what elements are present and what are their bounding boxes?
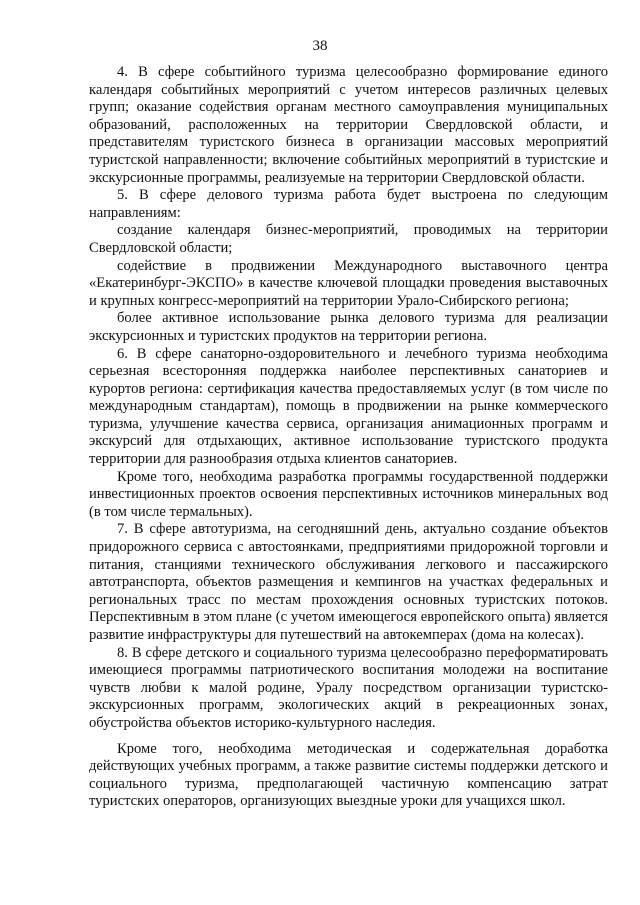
paragraph-business-calendar: создание календаря бизнес-мероприятий, проводимых на территории Свердловской области; — [89, 222, 608, 256]
document-body — [89, 64, 608, 811]
paragraph-business-market: более активное использование рынка делового туризма для реализации экскурсионных и туристских продуктов на территории региона. — [89, 310, 608, 344]
paragraph-mineral-waters: Кроме того, необходима разработка программы государственной поддержки инвестиционных проектов освоения перспективных источников минеральных вод (в том числе термальных). — [89, 468, 608, 520]
paragraph-sanatorium-tourism: 6. В сфере санаторно-оздоровительного и лечебного туризма необходима серьезная всесторонняя поддержка наиболее перспективных санаториев и курортов региона: сертификация качества предоставляемых услуг (в том числе по международным стандартам), помощь в продвижении на рынке коммерческого туризма, улучшение качества сервиса, организация анимационных программ и экскурсий для отдыхающих, активное использование туристского продукта территории для разнообразия отдыха клиентов санаториев. — [89, 345, 608, 468]
paragraph-events-tourism: 4. В сфере событийного туризма целесообразно формирование единого календаря событийных мероприятий с учетом интересов различных целевых групп; оказание содействия органам местного самоуправления муниципальных образований, расположенных на территории Свердловской области, и представителям туристского бизнеса в организации массовых мероприятий туристской направленности; включение событийных мероприятий в туристские и экскурсионные программы, реализуемые на территории Свердловской области. — [89, 64, 608, 186]
paragraph-youth-tourism: 8. В сфере детского и социального туризма целесообразно переформатировать имеющиеся программы патриотического воспитания молодежи на воспитание чувств любви к малой родине, Уралу посредством организации туристско-экскурсионных программ, экологических акций в рекреационных зонах, обустройства объектов историко-культурного наследия. — [89, 644, 608, 731]
paragraph-business-tourism: 5. В сфере делового туризма работа будет выстроена по следующим направлениям: — [89, 187, 608, 221]
paragraph-auto-tourism: 7. В сфере автотуризма, на сегодняшний день, актуально создание объектов придорожного сервиса с автостоянками, предприятиями придорожной торговли и питания, станциями технического обслуживания легкового и пассажирского автотранспорта, объектов размещения и кемпингов на участках федеральных и региональных трасс по местам прохождения основных туристских потоков. Перспективным в этом плане (с учетом имеющегося европейского опыта) является развитие инфраструктуры для путешествий на автокемперах (дома на колесах). — [89, 521, 608, 643]
paragraph-school-programs: Кроме того, необходима методическая и содержательная доработка действующих учебных программ, а также развитие системы поддержки детского и социального туризма, предполагающей частичную компенсацию затрат туристских операторов, организующих выездные уроки для учащихся школ. — [89, 740, 608, 810]
paragraph-expo-promotion: содействие в продвижении Международного выставочного центра «Екатеринбург-ЭКСПО» в качестве ключевой площадки проведения выставочных и крупных конгресс-мероприятий на территории Урало-Сибирского региона; — [89, 257, 608, 309]
page-number: 38 — [312, 38, 328, 54]
